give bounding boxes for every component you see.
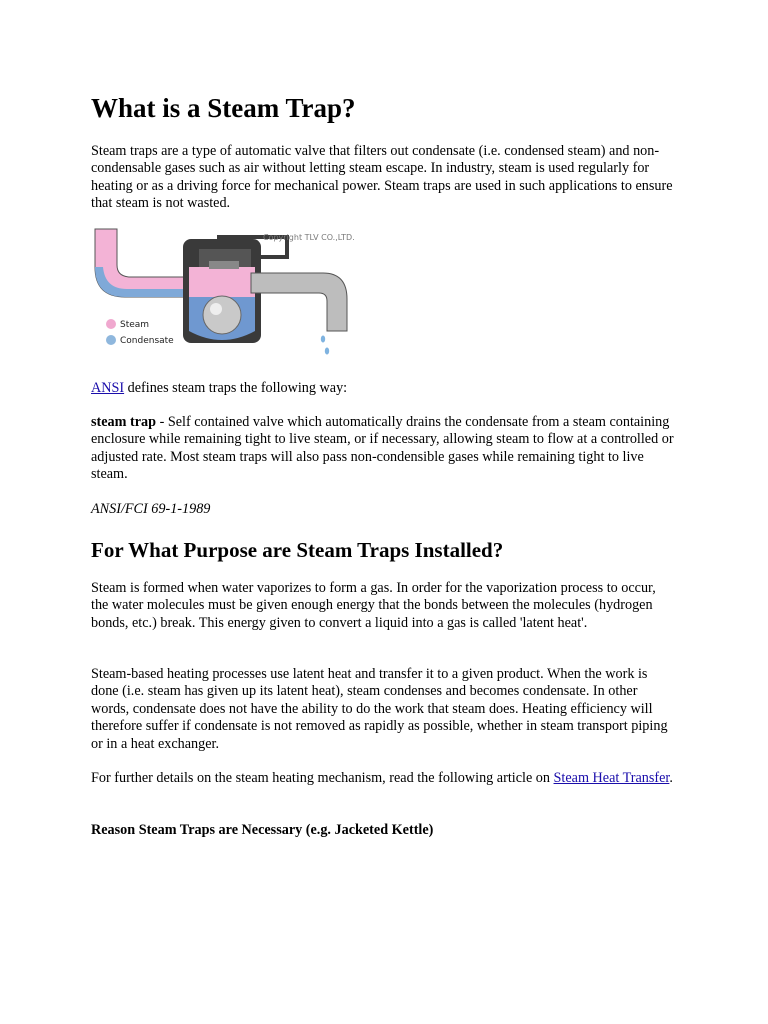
ansi-link[interactable]: ANSI [91, 380, 125, 396]
drip-2 [325, 348, 329, 355]
further-text: For further details on the steam heating mechanism, read the following article on [91, 770, 554, 786]
steam-heat-transfer-link[interactable]: Steam Heat Transfer [553, 770, 670, 786]
drip-1 [321, 336, 325, 343]
citation: ANSI/FCI 69-1-1989 [91, 501, 211, 517]
definition-term: steam trap [91, 414, 157, 430]
ansi-text: defines steam traps the following way: [124, 380, 348, 396]
diagram-copyright: Copyright TLV CO.,LTD. [263, 233, 355, 242]
purpose-paragraph-1: Steam is formed when water vaporizes to form a gas. In order for the vaporization process to occur, the water molecules must be given enough energy that the bonds between the molecules (hydrogen bonds, etc.) break. This energy given to convert a liquid into a gas is called 'latent heat'. [91, 580, 656, 631]
legend-steam-swatch [106, 319, 116, 329]
definition-paragraph [91, 414, 675, 484]
intro-paragraph: Steam traps are a type of automatic valve that filters out condensate (i.e. condensed steam) and non-condensable gases such as air without letting steam escape. In industry, steam is used regularly for heating or as a driving force for mechanical power. Steam traps are used in such applications to ensure that steam is not wasted. [91, 143, 673, 212]
steam-trap-diagram [91, 227, 363, 357]
legend-condensate-label: Condensate [120, 336, 174, 346]
ansi-paragraph [91, 380, 675, 397]
further-details-paragraph [91, 770, 675, 787]
page-title: What is a Steam Trap? [91, 93, 356, 123]
legend-steam-label: Steam [120, 320, 150, 330]
further-end: . [669, 770, 673, 786]
purpose-paragraph-2: Steam-based heating processes use latent heat and transfer it to a given product. When the work is done (i.e. steam has given up its latent heat), steam condenses and becomes condensate. In other words, condensate does not have the ability to do the work that steam does. Heating efficiency will therefore suffer if condensate is not removed as rapidly as possible, whether in steam transport piping or in a heat exchanger. [91, 666, 668, 752]
outlet-pipe [251, 273, 347, 331]
reason-heading: Reason Steam Traps are Necessary (e.g. Jacketed Kettle) [91, 822, 434, 838]
float-ball [203, 296, 241, 334]
legend-condensate-swatch [106, 335, 116, 345]
definition-text: - Self contained valve which automatically drains the condensate from a steam containing enclosure while remaining tight to live steam, or if necessary, allowing steam to flow at a controlled or adjusted rate. Most steam traps will also pass non-condensible gases while remaining tight to live steam. [91, 414, 674, 483]
section-heading-purpose: For What Purpose are Steam Traps Installed? [91, 538, 504, 562]
